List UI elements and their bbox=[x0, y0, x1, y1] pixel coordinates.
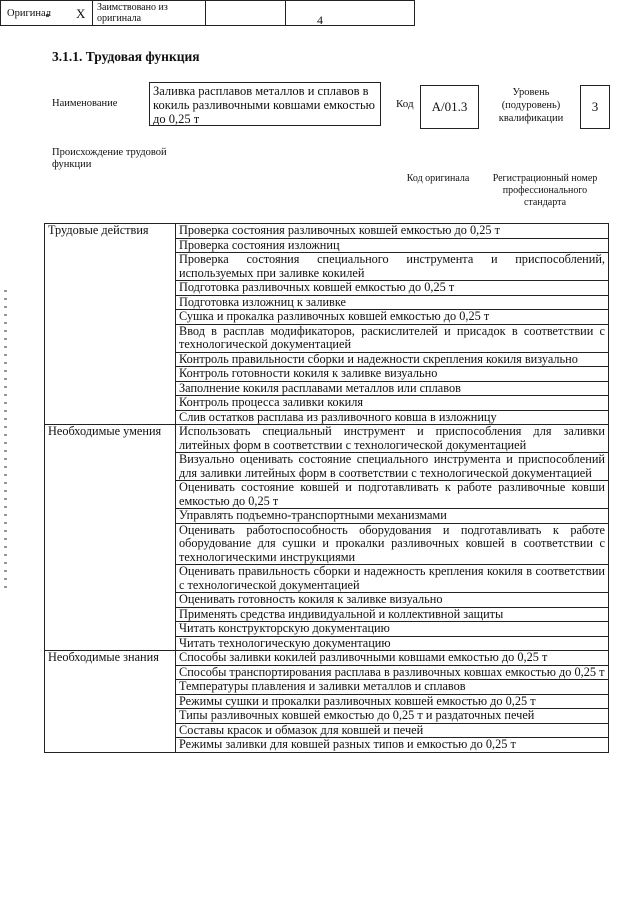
section-name: Необходимые знания bbox=[45, 651, 176, 753]
section-item: Составы красок и обмазок для ковшей и печей bbox=[176, 723, 609, 738]
level-label: Уровень (подуровень) квалификации bbox=[498, 87, 564, 124]
level-value-box bbox=[580, 85, 610, 129]
section-item: Читать технологическую документацию bbox=[176, 636, 609, 651]
section-item: Слив остатков расплава из разливочного ковша в изложницу bbox=[176, 410, 609, 425]
section-item: Температуры плавления и заливки металлов и сплавов bbox=[176, 680, 609, 695]
section-item: Ввод в расплав модификаторов, раскислителей и присадок в соответствии с технологической документацией bbox=[176, 324, 609, 352]
section-item: Использовать специальный инструмент и приспособления для заливки литейных форм в соответствии с технологической документацией bbox=[176, 425, 609, 453]
table-row bbox=[45, 224, 609, 239]
section-item: Режимы заливки для ковшей разных типов и емкостью до 0,25 т bbox=[176, 738, 609, 753]
section-item: Оценивать работоспособность оборудования и подготавливать к работе оборудование для сушки и прокалки разливочных ковшей в соответствии с технологическими инструкциями bbox=[176, 523, 609, 565]
section-item: Заполнение кокиля расплавами металлов или сплавов bbox=[176, 381, 609, 396]
function-name-box: Заливка расплавов металлов и сплавов в кокиль разливочными ковшами емкостью до 0,25 т bbox=[149, 82, 381, 126]
section-item: Проверка состояния специального инструмента и приспособлений, используемых при заливке кокилей bbox=[176, 253, 609, 281]
page-number: 4 bbox=[317, 13, 323, 27]
section-item: Способы заливки кокилей разливочными ковшами емкостью до 0,25 т bbox=[176, 651, 609, 666]
section-item: Подготовка разливочных ковшей емкостью до 0,25 т bbox=[176, 281, 609, 296]
section-item: Применять средства индивидуальной и коллективной защиты bbox=[176, 607, 609, 622]
section-item: Контроль процесса заливки кокиля bbox=[176, 396, 609, 411]
section-item: Режимы сушки и прокалки разливочных ковшей емкостью до 0,25 т bbox=[176, 694, 609, 709]
section-name: Трудовые действия bbox=[45, 224, 176, 425]
original-mark: X bbox=[76, 6, 86, 21]
section-item: Способы транспортирования расплава в разливочных ковшах емкостью до 0,25 т bbox=[176, 665, 609, 680]
section-item: Управлять подъемно-транспортными механизмами bbox=[176, 509, 609, 524]
level-value: 3 bbox=[591, 99, 599, 114]
reg-number-cell bbox=[286, 1, 414, 25]
code-value-box bbox=[420, 85, 479, 129]
original-label: Оригинал bbox=[7, 8, 51, 19]
name-label: Наименование bbox=[52, 98, 118, 109]
code-label: Код bbox=[396, 98, 414, 110]
section-item: Проверка состояния изложниц bbox=[176, 238, 609, 253]
code-original-label: Код оригинала bbox=[406, 173, 470, 184]
code-value: А/01.3 bbox=[431, 99, 468, 114]
section-item: Типы разливочных ковшей емкостью до 0,25 т и раздаточных печей bbox=[176, 709, 609, 724]
section-item: Оценивать готовность кокиля к заливке визуально bbox=[176, 593, 609, 608]
table-row bbox=[45, 651, 609, 666]
section-item: Контроль готовности кокиля к заливке визуально bbox=[176, 367, 609, 382]
function-table bbox=[44, 223, 609, 753]
binding-marks bbox=[4, 290, 7, 590]
borrowed-cell bbox=[93, 1, 206, 25]
section-item: Читать конструкторскую документацию bbox=[176, 622, 609, 637]
section-item: Сушка и прокалка разливочных ковшей емкостью до 0,25 т bbox=[176, 310, 609, 325]
origin-label: Происхождение трудовой функции bbox=[52, 147, 167, 170]
section-item: Визуально оценивать состояние специального инструмента и приспособлений для заливки литейных форм в соответствии с технологической документацией bbox=[176, 453, 609, 481]
section-title: 3.1.1. Трудовая функция bbox=[52, 49, 200, 64]
section-item: Контроль правильности сборки и надежности скрепления кокиля визуально bbox=[176, 352, 609, 367]
reg-number-label: Регистрационный номер профессионального стандарта bbox=[492, 173, 598, 208]
section-item: Проверка состояния разливочных ковшей емкостью до 0,25 т bbox=[176, 224, 609, 239]
section-item: Оценивать правильность сборки и надежность крепления кокиля в соответствии с технологической документацией bbox=[176, 565, 609, 593]
original-cell bbox=[1, 1, 93, 25]
section-item: Подготовка изложниц к заливке bbox=[176, 295, 609, 310]
origin-row bbox=[0, 0, 415, 26]
borrowed-label: Заимствовано из оригинала bbox=[97, 2, 168, 24]
table-row bbox=[45, 425, 609, 453]
section-item: Оценивать состояние ковшей и подготавливать к работе разливочные ковши емкостью до 0,25 т bbox=[176, 481, 609, 509]
code-original-cell bbox=[206, 1, 286, 25]
section-name: Необходимые умения bbox=[45, 425, 176, 651]
